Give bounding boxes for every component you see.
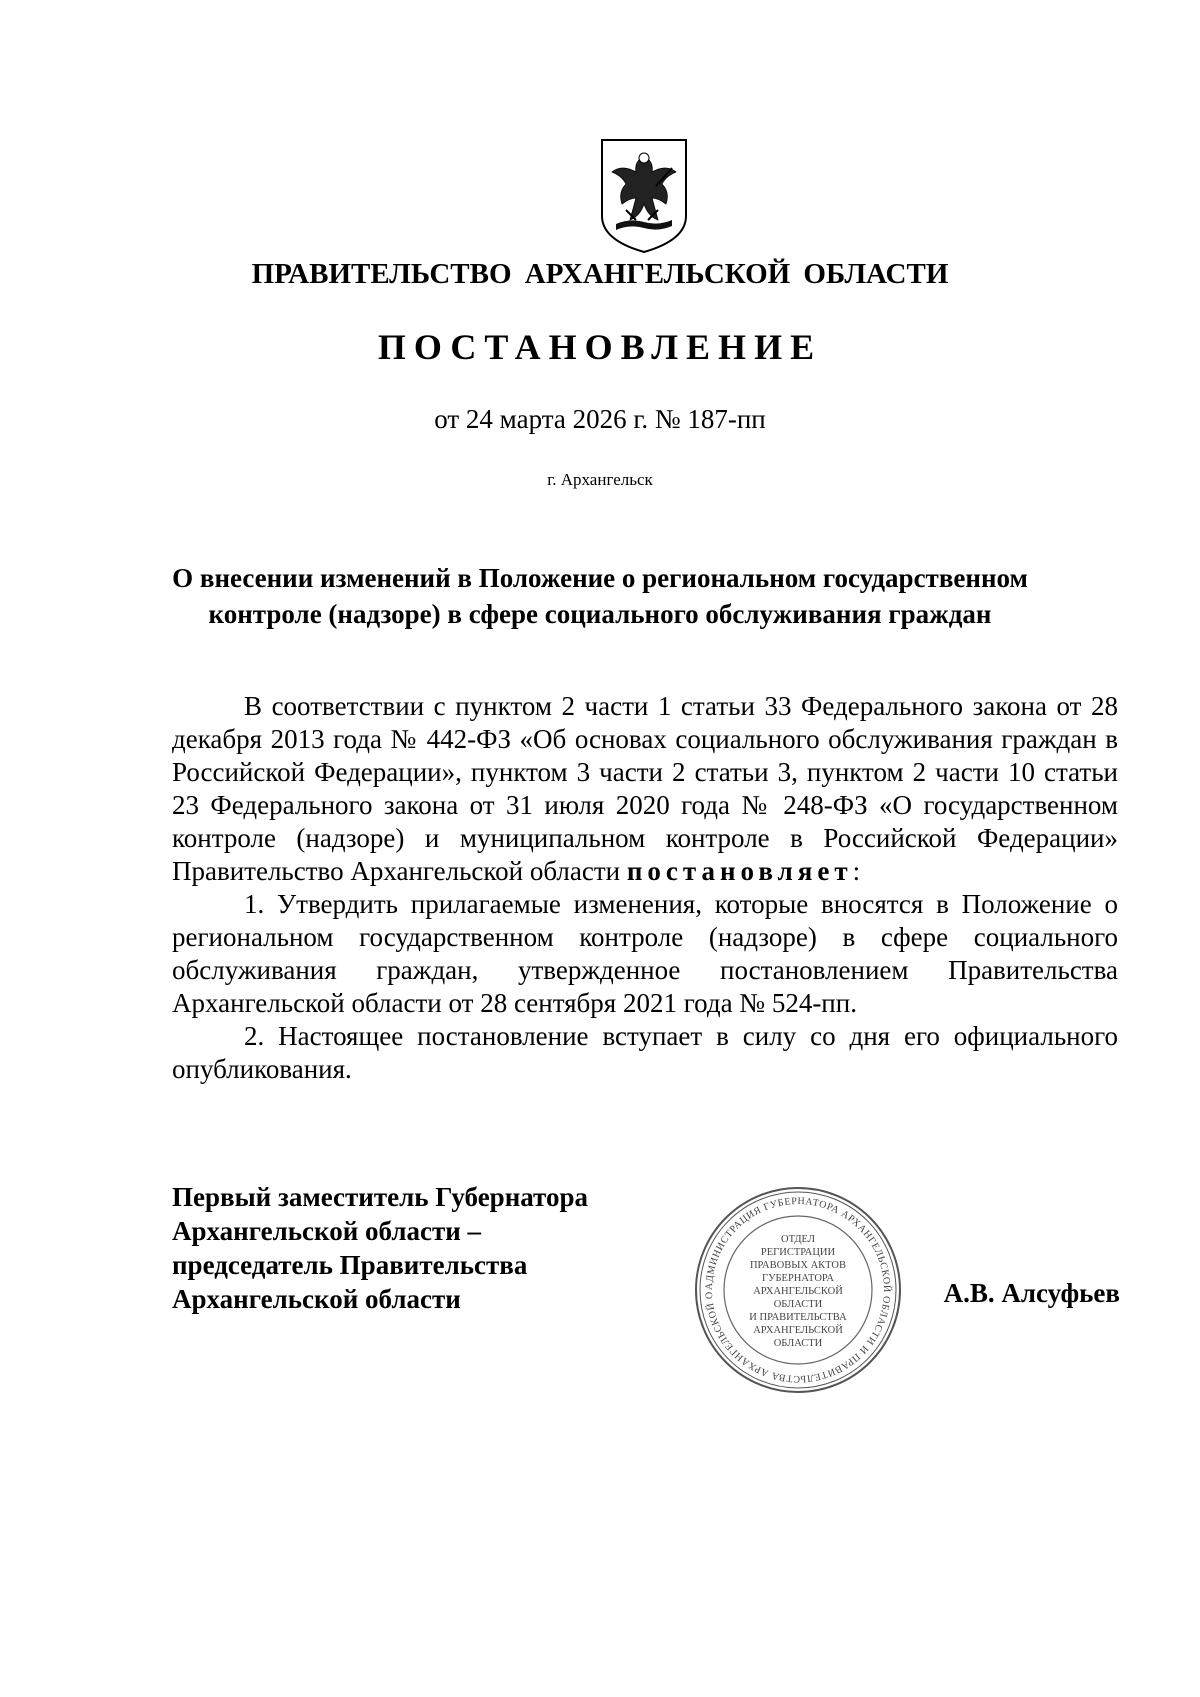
decree-word: постановляет — [626, 856, 853, 886]
paragraph-end: : — [852, 856, 861, 886]
paragraph-text: В соответствии с пунктом 2 части 1 статьи 33 Федерального закона от 28 декабря 2013 года № 442-ФЗ «Об основах социального обслуживания граждан в Российской Федерации», пунктом 3 части 2 статьи 3, пунктом 2 части 10 статьи 23 Федерального закона от 31 июля 2020 года № 248-ФЗ «О государственном контроле (надзоре) и муниципальном контроле в Российской Федерации» Правительство Архангельской области — [172, 691, 1118, 886]
signer-position — [172, 1180, 652, 1316]
seal-inner-line: ОБЛАСТИ — [773, 1299, 823, 1310]
seal-inner-line: ПРАВОВЫХ АКТОВ — [749, 1260, 847, 1271]
document-city: г. Архангельск — [547, 470, 653, 489]
body-paragraph: 1. Утвердить прилагаемые изменения, которые вносятся в Положение о региональном государственном контроле (надзоре) в сфере социального обслуживания граждан, утвержденное постановлением Правительства Архангельской области от 28 сентября 2021 года № 524-пп. — [172, 889, 1118, 1018]
coat-of-arms-icon — [596, 136, 692, 254]
official-seal-icon — [692, 1184, 904, 1396]
body-paragraph: 2. Настоящее постановление вступает в силу со дня его официального опубликования. — [172, 1021, 1118, 1084]
document-subject — [0, 560, 1200, 632]
document-body — [172, 690, 1118, 1086]
seal-inner-line: АРХАНГЕЛЬСКОЙ — [753, 1325, 843, 1336]
subject-line: контроле (надзоре) в сфере социального обслуживания граждан — [208, 599, 992, 629]
document-type: ПОСТАНОВЛЕНИЕ — [377, 327, 823, 367]
document-date-number: от 24 марта 2026 г. № 187-пп — [434, 404, 766, 434]
seal-inner-line: ОБЛАСТИ — [773, 1338, 823, 1349]
signer-line: председатель Правительства — [172, 1250, 528, 1280]
seal-inner-line: ГУБЕРНАТОРА — [762, 1273, 834, 1284]
subject-line: О внесении изменений в Положение о региональном государственном — [172, 563, 1028, 593]
signer-line: Архангельской области – — [172, 1216, 482, 1246]
seal-inner-line: АРХАНГЕЛЬСКОЙ — [753, 1286, 843, 1297]
seal-inner-line: ОТДЕЛ — [781, 1234, 815, 1245]
signer-line: Архангельской области — [172, 1284, 461, 1314]
government-title: ПРАВИТЕЛЬСТВО АРХАНГЕЛЬСКОЙ ОБЛАСТИ — [251, 258, 949, 290]
signer-name: А.В. Алсуфьев — [943, 1278, 1120, 1308]
seal-inner-line: И ПРАВИТЕЛЬСТВА — [749, 1312, 847, 1323]
body-paragraph — [172, 690, 1118, 888]
signer-line: Первый заместитель Губернатора — [172, 1182, 588, 1212]
seal-inner-line: РЕГИСТРАЦИИ — [760, 1247, 836, 1258]
svg-text:АДМИНИСТРАЦИЯ ГУБЕРНАТОРА АРХА: АДМИНИСТРАЦИЯ ГУБЕРНАТОРА АРХАНГЕЛЬСКОЙ ОБЛАСТИ И ПРАВИТЕЛЬСТВА АРХАНГЕЛЬСКОЙ О — [703, 1195, 893, 1385]
